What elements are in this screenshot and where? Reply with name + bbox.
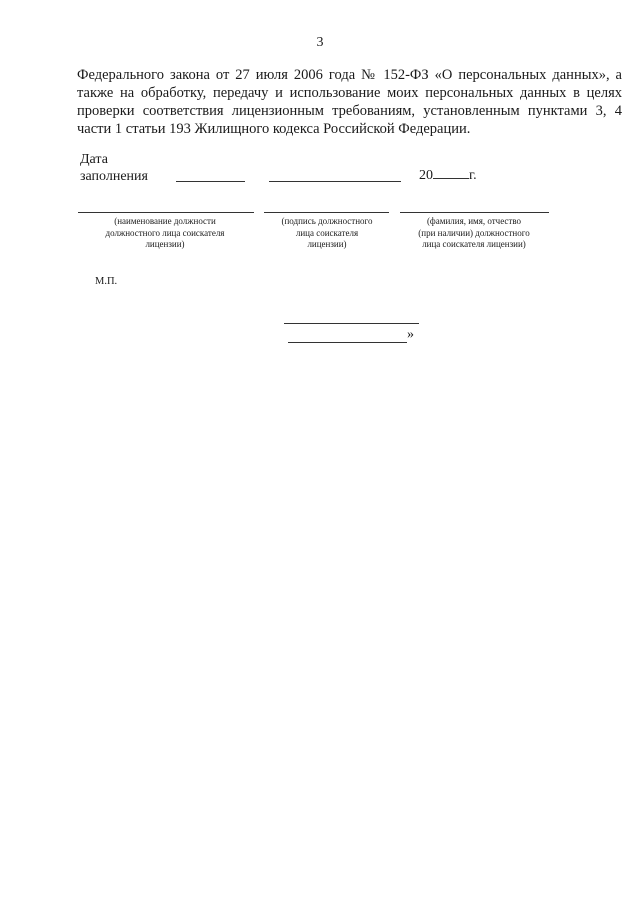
paragraph-line: также на обработку, передачу и использование моих персональных данных в целях: [77, 85, 622, 101]
caption-line: лица соискателя лицензии): [422, 239, 526, 249]
caption-line: лицензии): [307, 239, 347, 249]
position-caption: [80, 216, 250, 251]
date-label: [80, 151, 148, 185]
year-suffix: г.: [469, 168, 477, 183]
date-day-blank: [176, 181, 245, 182]
year-blank: [433, 166, 469, 179]
name-caption: [398, 216, 550, 251]
paragraph-line: Федерального закона от 27 июля 2006 года № 152-ФЗ «О персональных данных», а: [77, 67, 622, 83]
date-label-line2: заполнения: [80, 169, 148, 184]
caption-line: (наименование должности: [114, 216, 216, 226]
name-signature-line: [400, 212, 549, 213]
date-label-line1: Дата: [80, 152, 108, 167]
caption-line: (подпись должностного: [281, 216, 373, 226]
position-signature-line: [78, 212, 254, 213]
caption-line: (фамилия, имя, отчество: [426, 216, 522, 226]
date-month-blank: [269, 181, 401, 182]
year-prefix: 20: [419, 168, 433, 183]
stamp-label: М.П.: [95, 276, 118, 287]
page-number: 3: [316, 35, 324, 50]
closing-quote: »: [407, 327, 414, 342]
closing-line-lower: [288, 342, 407, 343]
closing-line-upper: [284, 323, 419, 324]
caption-line: лица соискателя: [295, 227, 359, 238]
signature-caption: [260, 216, 394, 251]
caption-line: должностного лица соискателя: [105, 227, 225, 238]
paragraph-line: части 1 статьи 193 Жилищного кодекса Российской Федерации.: [77, 121, 471, 137]
consent-paragraph: [77, 66, 622, 138]
date-year-field: [419, 166, 477, 184]
paragraph-line: проверки соответствия лицензионным требованиям, установленным пунктами 3, 4: [77, 103, 622, 119]
caption-line: (при наличии) должностного: [418, 227, 530, 238]
caption-line: лицензии): [145, 239, 185, 249]
signature-line: [264, 212, 389, 213]
